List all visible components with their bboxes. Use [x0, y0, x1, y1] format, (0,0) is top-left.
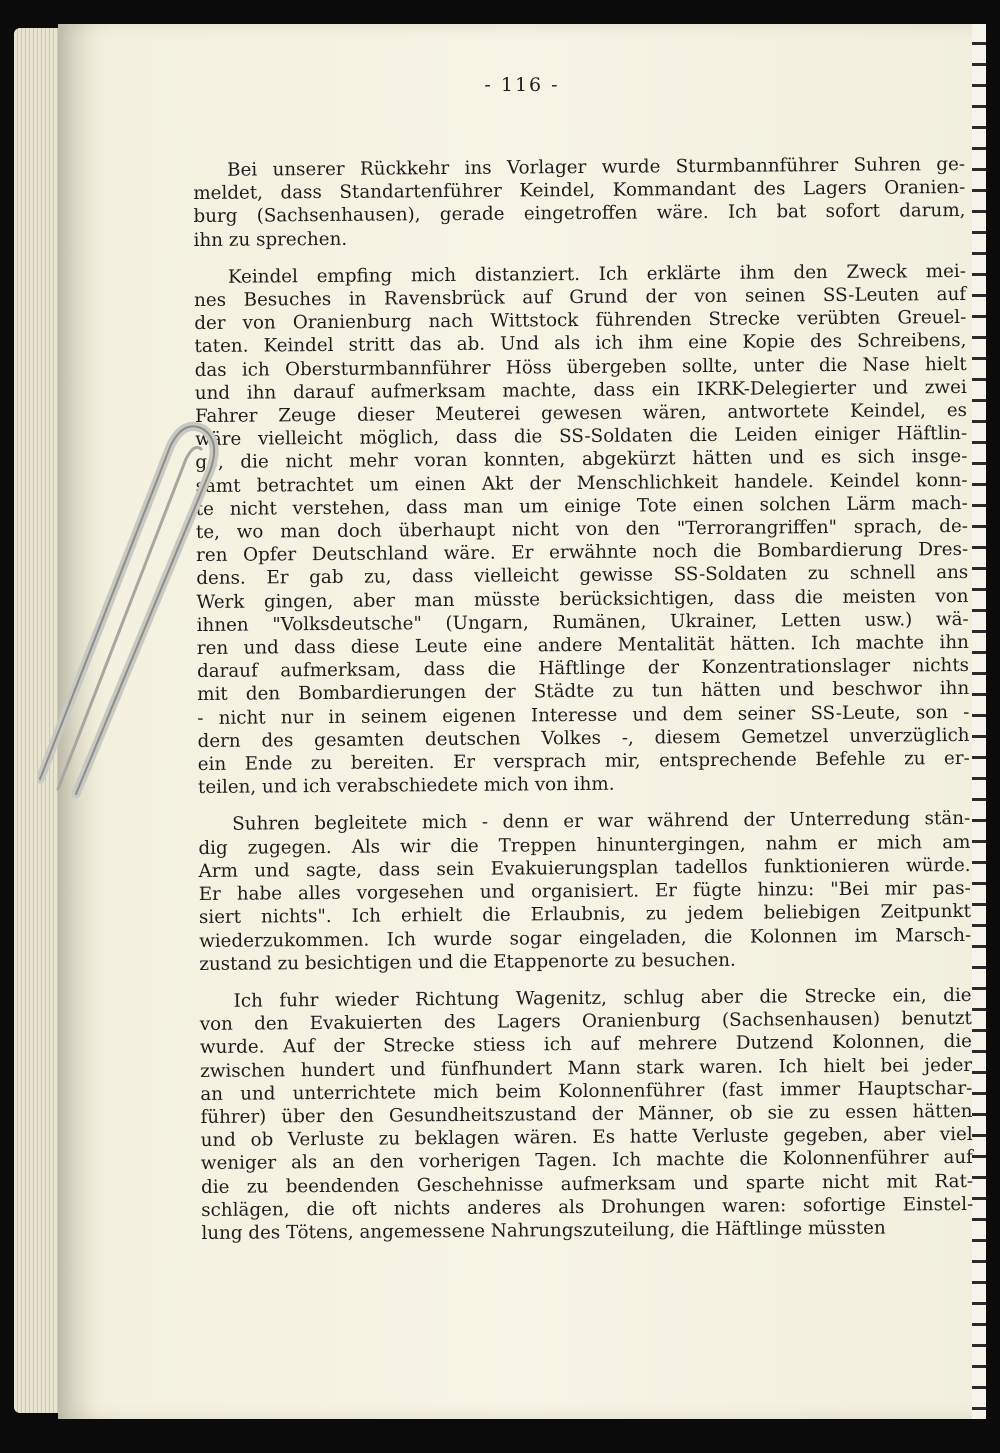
- text-line: taten. Keindel stritt das ab. Und als ich ihm eine Kopie des Schreibens,: [194, 330, 967, 358]
- text-line: Er habe alles vorgesehen und organisiert. Er fügte hinzu: "Bei mir pas-: [198, 878, 971, 906]
- text-line: Arm und sagte, dass sein Evakuierungsplan tadellos funktionieren würde.: [198, 854, 971, 882]
- page-number: - 116 -: [484, 74, 560, 96]
- text-line: schlägen, die oft nichts anderes als Drohungen waren: sofortige Einstel-: [201, 1193, 974, 1221]
- text-line: Werk gingen, aber man müsste berücksichtigen, dass die meisten von: [196, 585, 969, 613]
- text-line: Keindel empfing mich distanziert. Ich erklärte ihm den Zweck mei-: [227, 260, 966, 288]
- text-line: und ihn darauf aufmerksam machte, dass ein IKRK-Delegierter und zwei: [194, 376, 967, 404]
- text-line: mit den Bombardierungen der Städte zu tun hätten und beschwor ihn: [197, 678, 970, 706]
- text-line: burg (Sachsenhausen), gerade eingetroffen wäre. Ich bat sofort darum,: [193, 200, 966, 228]
- paragraph: [198, 807, 971, 975]
- text-line: wäre vielleicht möglich, dass die SS-Soldaten die Leiden einiger Häftlin-: [195, 423, 968, 451]
- text-line: und ob Verluste zu beklagen wären. Es hatte Verluste gegeben, aber viel: [200, 1124, 973, 1152]
- text-line: ein Ende zu bereiten. Er versprach mir, entsprechende Befehle zu er-: [197, 747, 970, 776]
- text-line: ren Opfer Deutschland wäre. Er erwähnte noch die Bombardierung Dres-: [196, 539, 969, 567]
- text-line: zwischen hundert und fünfhundert Mann stark waren. Ich hielt bei jeder: [200, 1054, 973, 1082]
- text-line: meldet, dass Standartenführer Keindel, Kommandant des Lagers Oranien-: [193, 177, 966, 205]
- text-line: Ich fuhr wieder Richtung Wagenitz, schlug aber die Strecke ein, die: [233, 984, 972, 1012]
- text-line: wiederzukommen. Ich wurde sogar eingeladen, die Kolonnen im Marsch-: [199, 924, 972, 952]
- text-line: nes Besuches in Ravensbrück auf Grund der von seinen SS-Leuten auf: [194, 283, 967, 312]
- text-line: dern des gesamten deutschen Volkes -, diesem Gemetzel unverzüglich: [197, 724, 970, 752]
- text-line: te, wo man doch überhaupt nicht von den "Terrorangriffen" sprach, de-: [195, 515, 968, 544]
- binding-shadow: [58, 24, 98, 1419]
- text-line: wurde. Auf der Strecke stiess ich auf mehrere Dutzend Kolonnen, die: [199, 1031, 973, 1059]
- body-text: [193, 153, 974, 1259]
- text-line: dig zugegen. Als wir die Treppen hinuntergingen, nahm er mich am: [198, 831, 971, 859]
- paragraph: [193, 153, 966, 252]
- text-line: samt betrachtet um einen Akt der Menschlichkeit handele. Keindel konn-: [195, 469, 968, 497]
- text-line: ihnen "Volksdeutsche" (Ungarn, Rumänen, Ukrainer, Letten usw.) wä-: [196, 608, 969, 636]
- text-line: ihn zu sprechen.: [193, 228, 348, 251]
- text-line: zustand zu besichtigen und die Etappenorte zu besuchen.: [199, 949, 736, 975]
- text-line: siert nichts". Ich erhielt die Erlaubnis, zu jedem beliebigen Zeitpunkt: [198, 901, 972, 929]
- text-line: lung des Tötens, angemessene Nahrungszuteilung, die Häftlinge müssten: [201, 1217, 886, 1244]
- text-line: Suhren begleitete mich - denn er war während der Unterredung stän-: [232, 808, 971, 836]
- text-line: teilen, und ich verabschiedete mich von ihm.: [197, 773, 615, 799]
- text-line: an und unterrichtete mich beim Kolonnenführer (fast immer Hauptschar-: [200, 1077, 973, 1105]
- text-line: führer) über den Gesundheitszustand der Männer, ob sie zu essen hätten: [200, 1100, 973, 1128]
- text-line: te nicht verstehen, dass man um einige Tote einen solchen Lärm mach-: [195, 492, 968, 520]
- text-line: Fahrer Zeuge dieser Meuterei gewesen wären, antwortete Keindel, es: [194, 399, 968, 428]
- paragraph: [194, 260, 970, 800]
- text-line: ren und dass diese Leute eine andere Mentalität hätten. Ich machte ihn: [196, 631, 969, 660]
- book-page: [58, 24, 986, 1419]
- text-line: die zu beendenden Geschehnisse aufmerksam und sparte nicht mit Rat-: [200, 1170, 974, 1198]
- text-line: von den Evakuierten des Lagers Oranienburg (Sachsenhausen) benutzt: [199, 1008, 972, 1036]
- text-line: das ich Obersturmbannführer Höss übergeben sollte, unter die Nase hielt: [194, 353, 967, 381]
- text-line: Bei unserer Rückkehr ins Vorlager wurde Sturmbannführer Suhren ge-: [227, 153, 966, 181]
- text-line: dens. Er gab zu, dass vielleicht gewisse SS-Soldaten zu schnell ans: [196, 562, 969, 590]
- text-line: - nicht nur in seinem eigenen Interesse und dem seiner SS-Leute, son -: [197, 701, 970, 729]
- text-line: ge, die nicht mehr voran konnten, abgekürzt hätten und es sich insge-: [195, 446, 968, 474]
- text-line: weniger als an den vorherigen Tagen. Ich machte die Kolonnenführer auf: [200, 1147, 973, 1175]
- scan-border-strip: [972, 24, 986, 1419]
- paragraph: [200, 984, 974, 1245]
- text-line: der von Oranienburg nach Wittstock führenden Strecke verübten Greuel-: [194, 307, 967, 335]
- text-line: darauf aufmerksam, dass die Häftlinge der Konzentrationslager nichts: [196, 655, 970, 683]
